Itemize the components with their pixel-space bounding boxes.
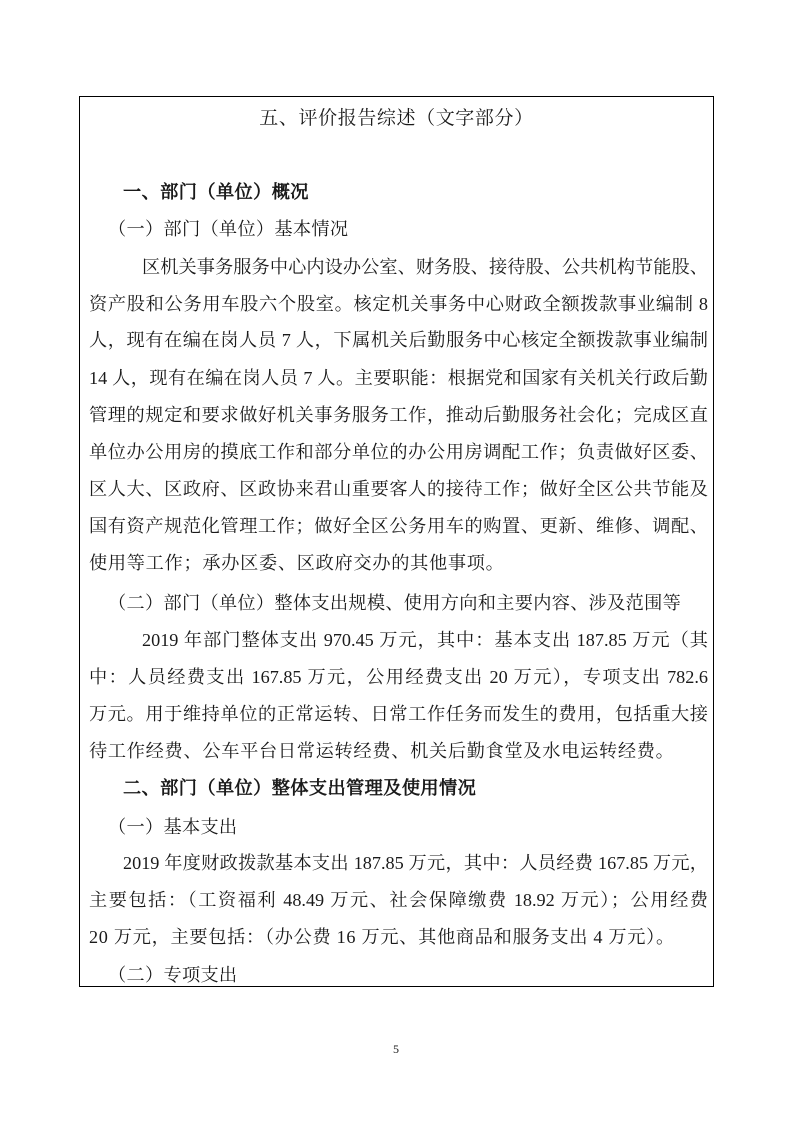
paragraph-line: 2019 年部门整体支出 970.45 万元，其中：基本支出 187.85 万元（其: [142, 630, 708, 650]
paragraph-line: 单位办公用房的摸底工作和部分单位的办公用房调配工作；负责做好区委、: [89, 442, 708, 462]
section-heading-spending-management: 二、部门（单位）整体支出管理及使用情况: [123, 778, 477, 799]
section-heading-overview: 一、部门（单位）概况: [123, 182, 309, 203]
paragraph-line: 主要包括：（工资福利 48.49 万元、社会保障缴费 18.92 万元）；公用经费: [89, 890, 708, 910]
paragraph-line: 国有资产规范化管理工作；做好全区公务用车的购置、更新、维修、调配、: [89, 516, 708, 536]
page-title: 五、评价报告综述（文字部分）: [259, 107, 534, 129]
paragraph-line: 20 万元，主要包括：（办公费 16 万元、其他商品和服务支出 4 万元）。: [89, 927, 675, 947]
paragraph-line: 管理的规定和要求做好机关事务服务工作，推动后勤服务社会化；完成区直: [89, 405, 708, 425]
paragraph-line: 区机关事务服务中心内设办公室、财务股、接待股、公共机构节能股、: [142, 257, 708, 277]
paragraph-line: 万元。用于维持单位的正常运转、日常工作任务而发生的费用，包括重大接: [89, 704, 708, 724]
paragraph-line: 中：人员经费支出 167.85 万元，公用经费支出 20 万元），专项支出 782.6: [89, 667, 708, 687]
page-number: 5: [393, 1042, 399, 1056]
paragraph-line: 14 人，现有在编在岗人员 7 人。主要职能：根据党和国家有关机关行政后勤: [89, 368, 708, 388]
subsection-heading-basic-expenditure: （一）基本支出: [108, 817, 238, 837]
subsection-heading-basic-info: （一）部门（单位）基本情况: [108, 219, 349, 239]
paragraph-line: 待工作经费、公车平台日常运转经费、机关后勤食堂及水电运转经费。: [89, 741, 675, 761]
paragraph-line: 使用等工作；承办区委、区政府交办的其他事项。: [89, 553, 505, 573]
paragraph-line: 区人大、区政府、区政协来君山重要客人的接待工作；做好全区公共节能及: [89, 479, 708, 499]
paragraph-line: 人，现有在编在岗人员 7 人，下属机关后勤服务中心核定全额拨款事业编制: [89, 330, 708, 350]
subsection-heading-overall-spending: （二）部门（单位）整体支出规模、使用方向和主要内容、涉及范围等: [108, 593, 682, 613]
paragraph-line: 2019 年度财政拨款基本支出 187.85 万元，其中：人员经费 167.85 万元，: [123, 853, 708, 873]
paragraph-line: 资产股和公务用车股六个股室。核定机关事务中心财政全额拨款事业编制 8: [89, 294, 708, 314]
subsection-heading-special-expenditure: （二）专项支出: [108, 965, 238, 985]
